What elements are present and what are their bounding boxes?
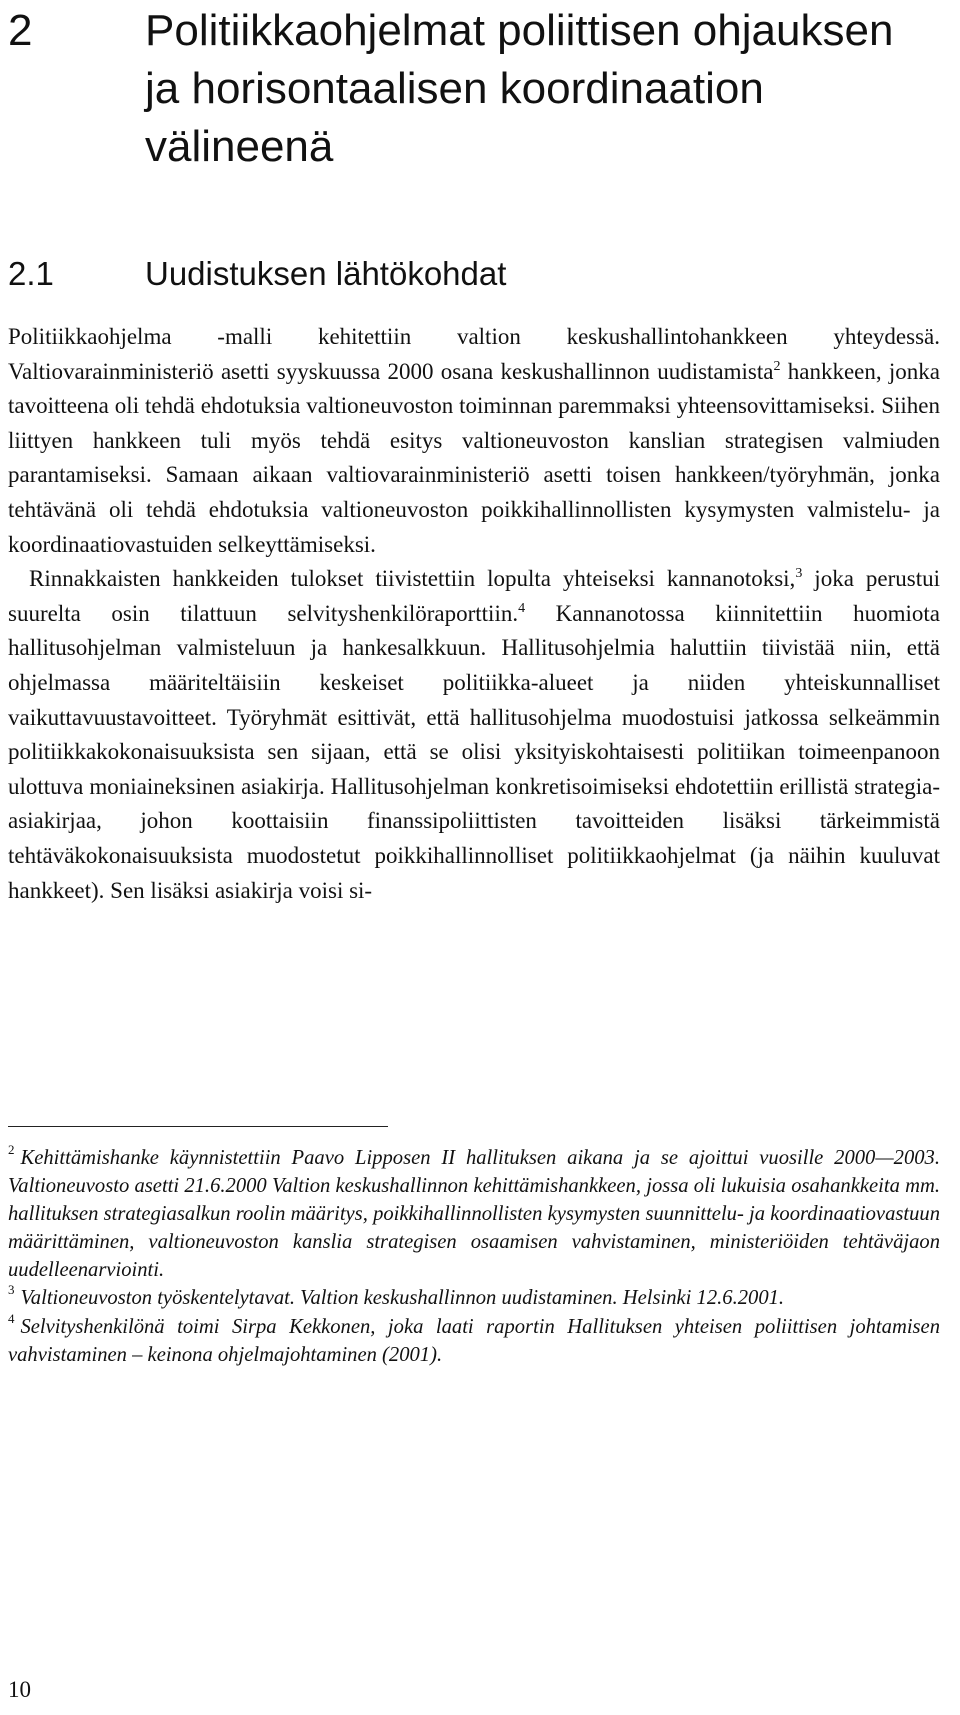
footnote-text: Valtioneuvoston työskentelytavat. Valtion keskushallinnon uudistaminen. Helsinki 12.6.2001.	[20, 1287, 785, 1310]
paragraph-text: Rinnakkaisten hankkeiden tulokset tiivistettiin lopulta yhteiseksi kannanotoksi,	[29, 566, 796, 592]
section-number: 2.1	[8, 255, 54, 292]
footnote	[8, 1310, 940, 1369]
footnote-reference: 3	[795, 566, 803, 582]
footnote-number: 4	[8, 1310, 15, 1326]
footnote-text: Selvityshenkilönä toimi Sirpa Kekkonen, joka laati raportin Hallituksen yhteisen poliittisen johtamisen vahvistaminen – keinona ohjelmajohtaminen (2001).	[8, 1315, 940, 1366]
paragraph-text: hankkeen, jonka tavoitteena oli tehdä ehdotuksia valtioneuvoston toiminnan paremmaksi yhteensovittamiseksi. Siihen liittyen hankkeen tuli myös tehdä esitys valtioneuvoston kanslian strategisen valmiuden parantamiseksi. Samaan aikaan valtiovarainministeriö asetti toisen hankkeen/työryhmän, jonka tehtävänä oli tehdä ehdotuksia valtioneuvoston poikkihallinnollisten kysymysten valmistelu- ja koordinaatiovastuiden selkeyttämiseksi.	[8, 358, 940, 557]
footnote-number: 3	[8, 1282, 15, 1298]
paragraph	[8, 562, 940, 908]
footnote-number: 2	[8, 1142, 15, 1157]
footnote-reference: 2	[773, 358, 781, 374]
chapter-title: Politiikkaohjelmat poliittisen ohjauksen ja horisontaalisen koordinaation välineenä	[145, 6, 894, 171]
footnotes	[8, 1144, 940, 1369]
paragraph	[8, 320, 940, 562]
footnote-text: Kehittämishanke käynnistettiin Paavo Lipposen II hallituksen aikana ja se ajoittui vuosille 2000—2003. Valtioneuvosto asetti 21.6.2000 Valtion keskushallinnon kehittämishankkeen, jossa oli lukuisia osahankkeita mm. hallituksen strategiasalkun roolin määritys, poikkihallinnollisten kysymysten suunnittelu- ja koordinaatiovastuun määrittäminen, valtioneuvoston kanslia strategisen osaamisen vahvistaminen, ministeriöiden tehtäväjaon uudelleenarviointi.	[8, 1147, 940, 1282]
footnote-reference: 4	[518, 600, 526, 616]
footnote	[8, 1144, 940, 1284]
footnote	[8, 1284, 940, 1312]
chapter-number: 2	[8, 6, 33, 55]
page-number: 10	[8, 1677, 31, 1702]
paragraph-text: Kannanotossa kiinnitettiin huomiota hallitusohjelman valmisteluun ja hankesalkkuun. Hallitusohjelmia haluttiin tiivistää niin, että ohjelmassa määriteltäisiin keskeiset politiikka-alueet ja niiden yhteiskunnalliset vaikuttavuustavoitteet. Työryhmät esittivät, että hallitusohjelma muodostuisi jatkossa selkeämmin politiikkakokonaisuuksista sen sijaan, että se olisi yksityiskohtaisesti politiikan toimeenpanoon ulottuva moniaineksinen asiakirja. Hallitusohjelman konkretisoimiseksi ehdotettiin erillistä strategia-asiakirjaa, johon koottaisiin finanssipoliittisten tavoitteiden lisäksi tärkeimmistä tehtäväkokonaisuuksista muodostetut poikkihallinnolliset politiikkaohjelmat (ja näihin kuuluvat hankkeet). Sen lisäksi asiakirja voisi si-	[8, 600, 940, 903]
footnote-separator	[8, 1126, 388, 1127]
body-text	[8, 320, 940, 908]
paragraph-text: Politiikkaohjelma -malli kehitettiin valtion keskushallintohankkeen yhteydessä. Valtiovarainministeriö asetti syyskuussa 2000 osana keskushallinnon uudistamista	[8, 324, 940, 384]
paragraph-text: joka perustui suurelta osin tilattuun selvityshenkilöraporttiin.	[8, 566, 940, 626]
section-title: Uudistuksen lähtökohdat	[145, 255, 507, 292]
